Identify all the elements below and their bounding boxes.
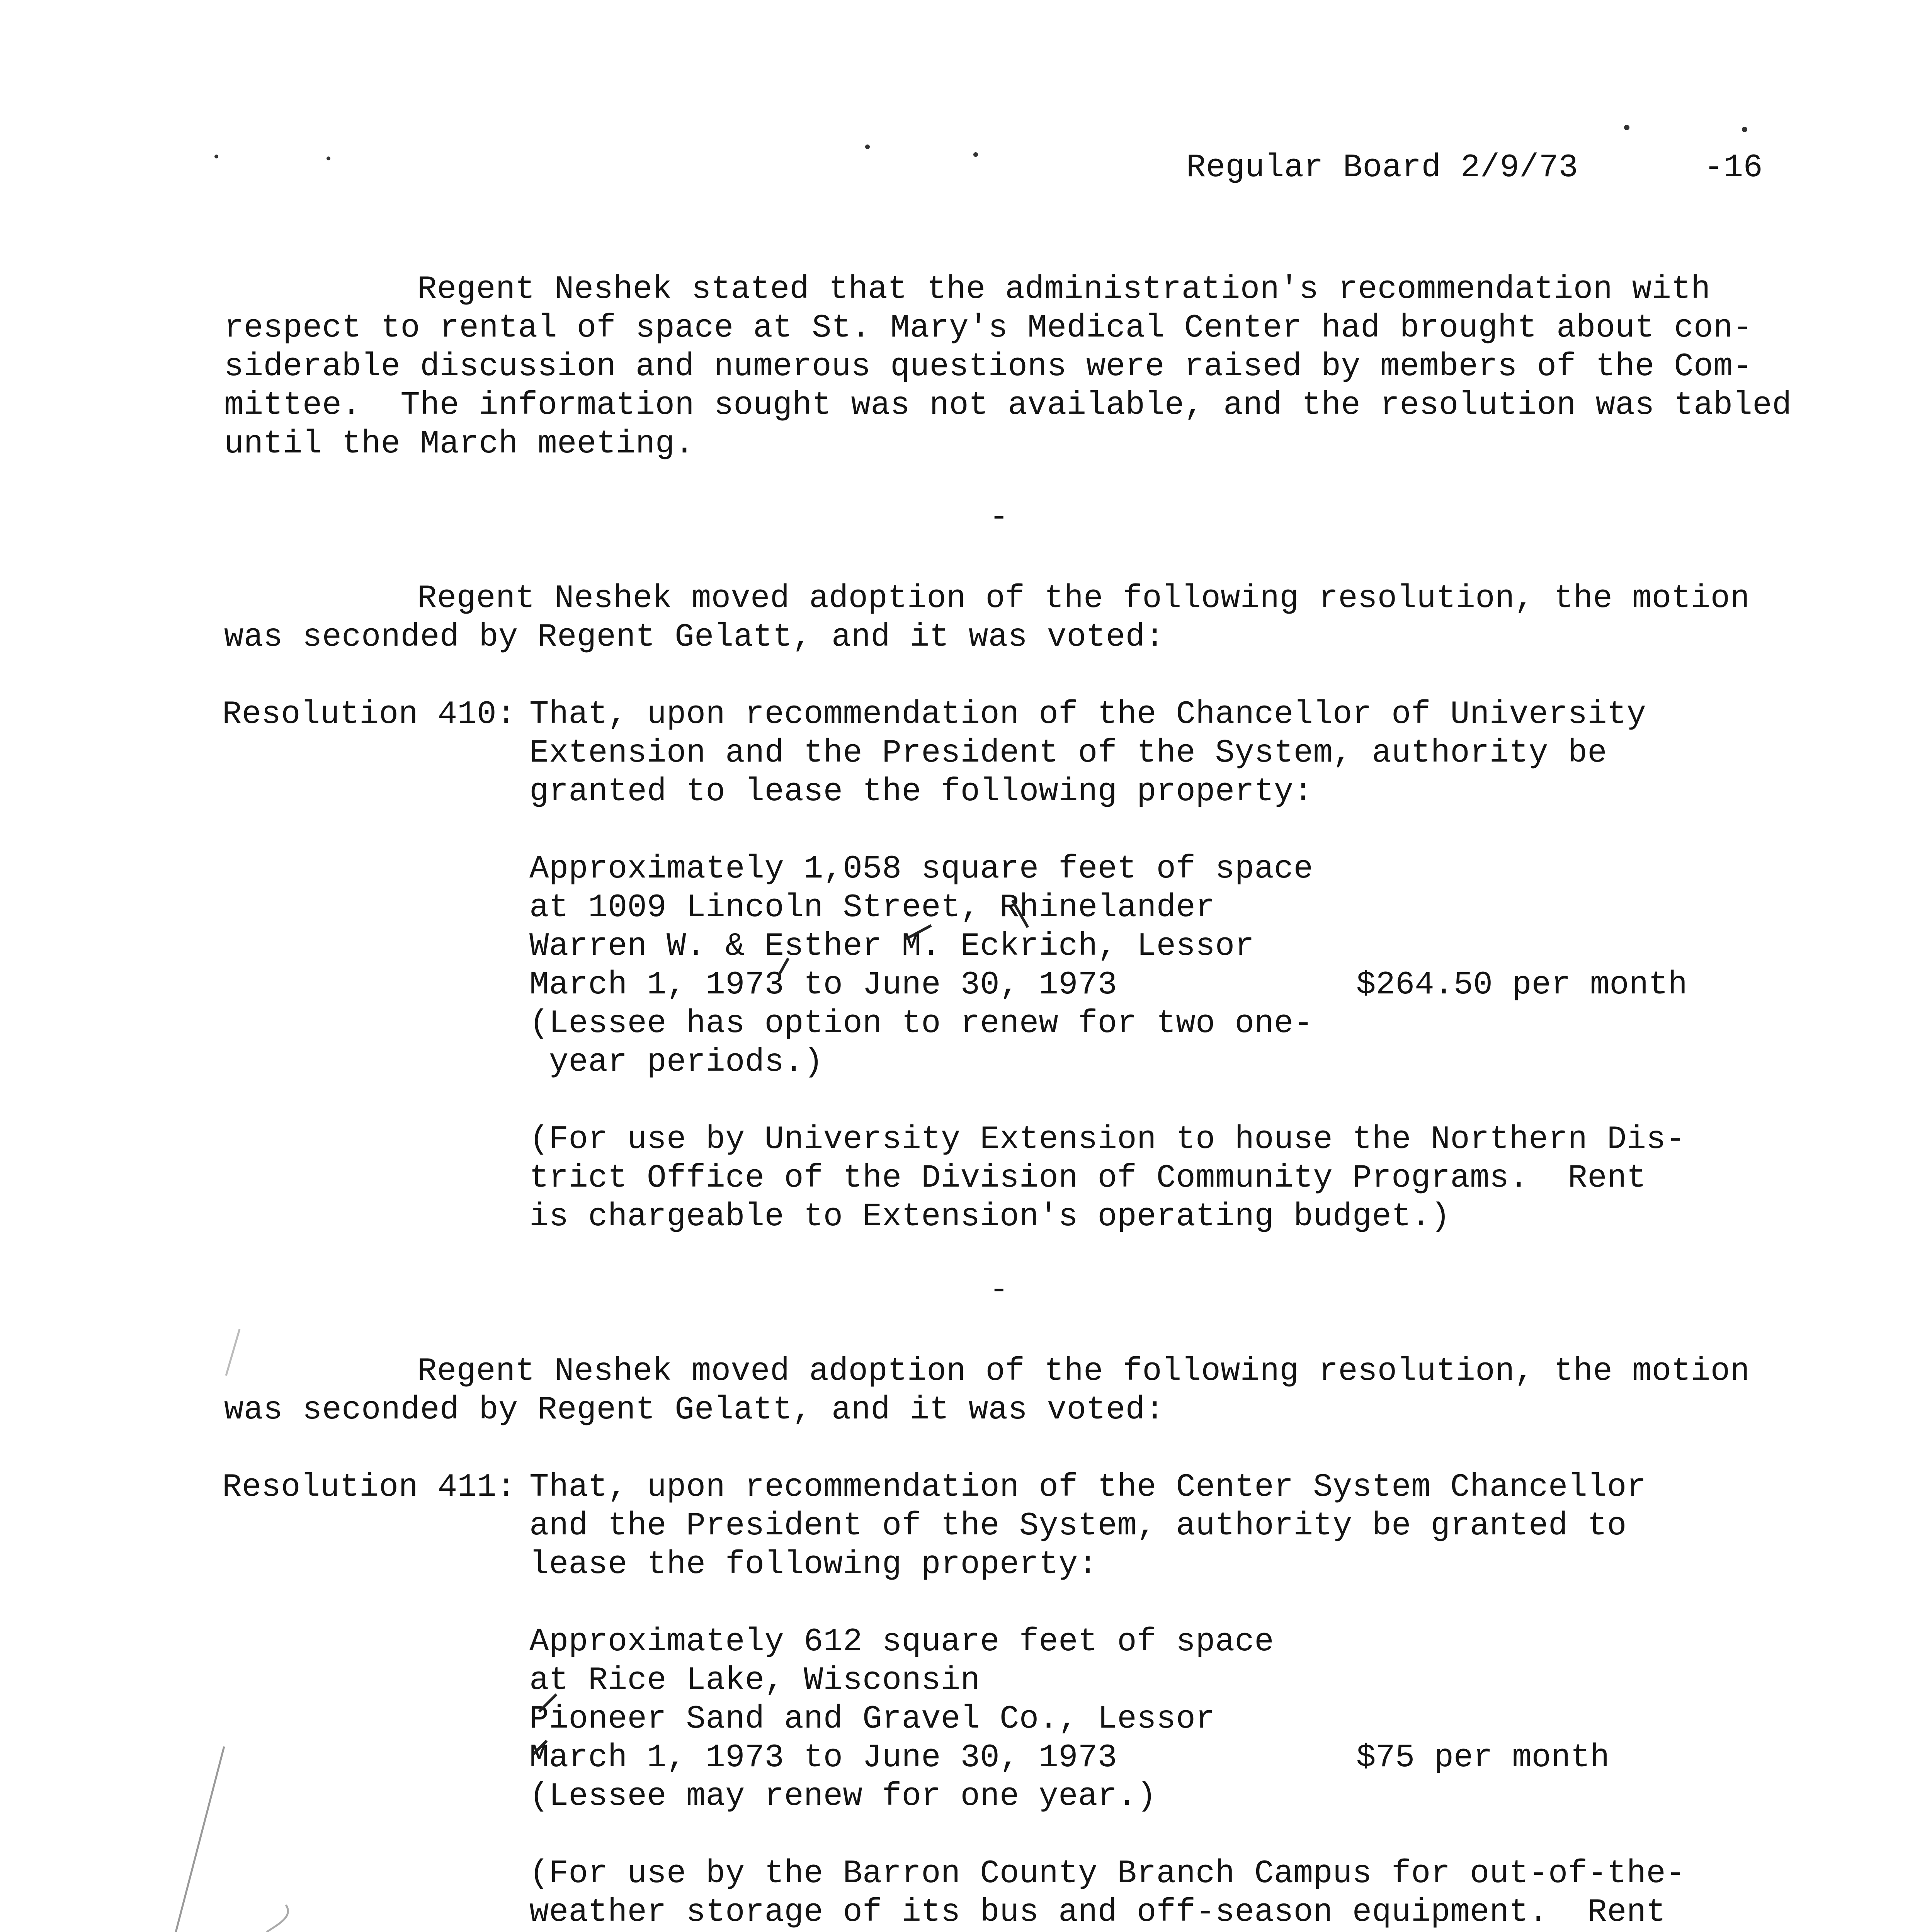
section-separator: -	[989, 1272, 1009, 1309]
pencil-mark	[176, 1747, 224, 1932]
resolution-label: Resolution 410:	[222, 696, 516, 733]
property-line: Approximately 1,058 square feet of space	[529, 851, 1313, 888]
resolution-label: Resolution 411:	[222, 1469, 516, 1506]
property-line: year periods.)	[529, 1044, 823, 1081]
scan-speck	[1624, 125, 1629, 130]
property-line: March 1, 1973 to June 30, 1973	[529, 967, 1117, 1003]
property-line: Approximately 612 square feet of space	[529, 1624, 1274, 1660]
property-line: at Rice Lake, Wisconsin	[529, 1662, 980, 1699]
scan-speck	[865, 145, 870, 149]
scan-speck	[1742, 127, 1747, 132]
section-separator: -	[989, 499, 1009, 536]
resolution-text-line: That, upon recommendation of the Center System Chancellor	[529, 1469, 1646, 1506]
paragraph-line: until the March meeting.	[224, 426, 694, 463]
use-note-line: is chargeable to Extension's operating budget.)	[529, 1199, 1451, 1235]
motion-line: Regent Neshek moved adoption of the following resolution, the motion	[417, 1353, 1750, 1390]
scan-speck	[973, 152, 978, 157]
use-note-line: (For use by University Extension to house the Northern Dis-	[529, 1121, 1685, 1158]
use-note-line: trict Office of the Division of Community Programs. Rent	[529, 1160, 1646, 1197]
header-meeting: Regular Board 2/9/73	[1186, 150, 1578, 186]
rent-amount: $75 per month	[1356, 1740, 1610, 1776]
motion-line: Regent Neshek moved adoption of the following resolution, the motion	[417, 580, 1750, 617]
property-line: March 1, 1973 to June 30, 1973	[529, 1740, 1117, 1776]
use-note-line: weather storage of its bus and off-season equipment. Rent	[529, 1894, 1666, 1931]
paragraph-line: respect to rental of space at St. Mary's Medical Center had brought about con-	[224, 310, 1753, 347]
pencil-mark	[226, 1329, 240, 1376]
property-line: (Lessee may renew for one year.)	[529, 1778, 1156, 1815]
margin-handwriting	[94, 1905, 288, 1932]
resolution-text-line: lease the following property:	[529, 1546, 1098, 1583]
resolution-text-line: and the President of the System, authority be granted to	[529, 1508, 1627, 1544]
resolution-text-line: Extension and the President of the System, authority be	[529, 735, 1607, 772]
property-line: Pioneer Sand and Gravel Co., Lessor	[529, 1701, 1215, 1738]
use-note-line: (For use by the Barron County Branch Campus for out-of-the-	[529, 1855, 1685, 1892]
property-line: (Lessee has option to renew for two one-	[529, 1005, 1313, 1042]
rent-amount: $264.50 per month	[1356, 967, 1687, 1003]
motion-line: was seconded by Regent Gelatt, and it was voted:	[224, 619, 1165, 656]
paragraph-line: siderable discussion and numerous questions were raised by members of the Com-	[224, 349, 1753, 385]
motion-line: was seconded by Regent Gelatt, and it was voted:	[224, 1392, 1165, 1429]
property-line: at 1009 Lincoln Street, Rhinelander	[529, 889, 1215, 926]
resolution-text-line: That, upon recommendation of the Chancellor of University	[529, 696, 1646, 733]
resolution-text-line: granted to lease the following property:	[529, 774, 1313, 810]
header-page-number: -16	[1704, 150, 1763, 186]
paragraph-line: Regent Neshek stated that the administration's recommendation with	[417, 271, 1711, 308]
property-line: Warren W. & Esther M. Eckrich, Lessor	[529, 928, 1255, 965]
scan-speck	[327, 156, 330, 160]
scan-speck	[214, 155, 218, 158]
paragraph-line: mittee. The information sought was not available, and the resolution was tabled	[224, 387, 1792, 424]
